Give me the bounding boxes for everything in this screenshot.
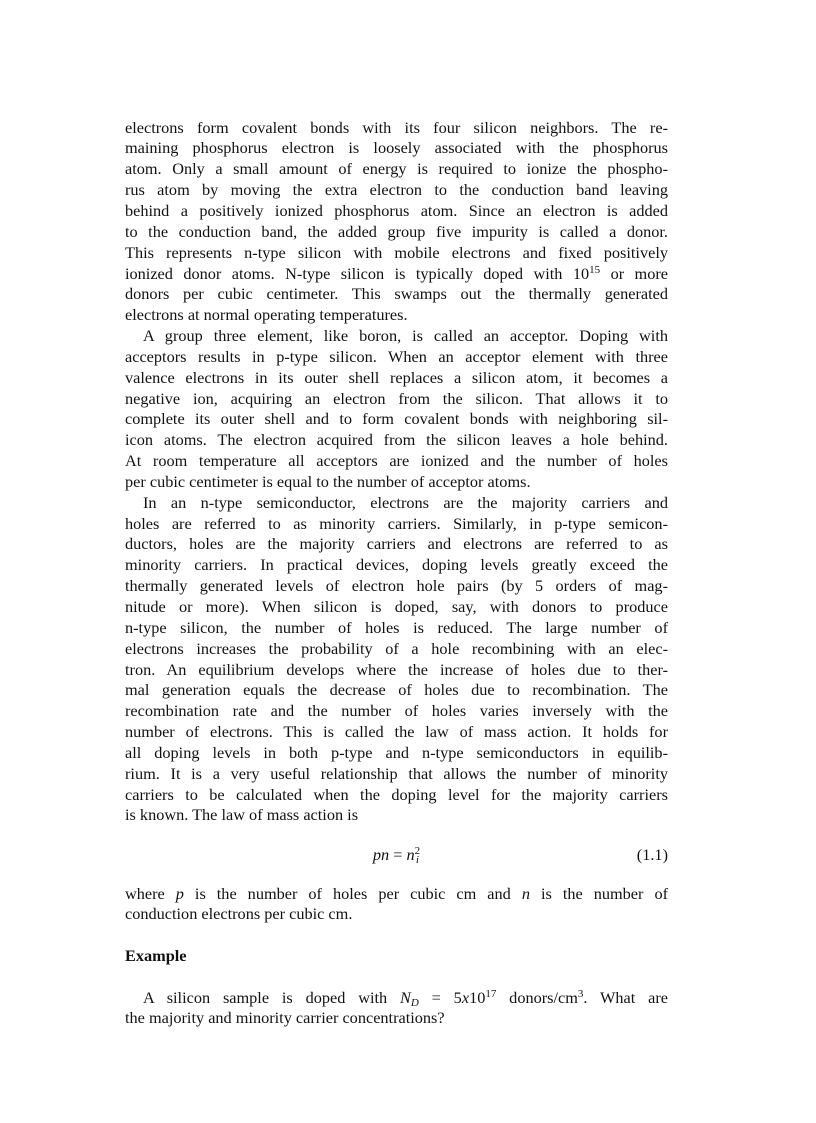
text-run: thermally generated levels of electron hole pairs (by 5 orders of mag-: [125, 576, 668, 596]
eq-sub: i: [415, 854, 419, 867]
text-line: [125, 138, 668, 159]
text-run: icon atoms. The electron acquired from the silicon leaves a hole behind.: [125, 430, 668, 450]
text-run: is the number of holes per cubic cm and: [183, 883, 522, 903]
equation-explanation: [125, 884, 668, 926]
text-run: tron. An equilibrium develops where the increase of holes due to ther-: [125, 659, 668, 679]
text-line: [125, 472, 668, 493]
text-run: number of electrons. This is called the law of mass action. It holds for: [125, 722, 668, 742]
text-line: [125, 201, 668, 222]
text-run: electrons at normal operating temperatures.: [125, 305, 408, 325]
example-text: [125, 988, 668, 1030]
text-run: nitude or more). When silicon is doped, say, with donors to produce: [125, 597, 668, 616]
equation-number: (1.1): [636, 845, 668, 864]
text-line: [125, 1008, 668, 1029]
text-line: [125, 389, 668, 410]
text-run: electrons increases the probability of a hole recombining with an elec-: [125, 638, 668, 658]
text-run: In an n-type semiconductor, electrons are the majority carriers and: [143, 492, 668, 512]
text-line: [125, 118, 668, 139]
text-line: [125, 493, 668, 514]
text-run: A silicon sample is doped with: [143, 987, 400, 1007]
section-heading-example: Example: [125, 946, 187, 965]
text-run: n: [521, 883, 530, 903]
text-run: 10: [469, 987, 486, 1007]
text-run: ductors, holes are the majority carriers and electrons are referred to as: [125, 534, 668, 554]
equation-math: [125, 845, 668, 865]
text-run: carriers to be calculated when the doping level for the majority carriers: [125, 784, 668, 804]
text-line: [125, 884, 668, 905]
text-line: [125, 618, 668, 639]
text-run: N: [400, 987, 411, 1007]
eq-sign: =: [389, 845, 407, 864]
text-line: [125, 680, 668, 701]
superscript: 17: [485, 987, 497, 1000]
text-run: behind a positively ionized phosphorus atom. Since an electron is added: [125, 200, 668, 220]
text-run: per cubic centimeter is equal to the number of acceptor atoms.: [125, 471, 531, 491]
text-run: mal generation equals the decrease of holes due to recombination. The: [125, 680, 668, 700]
text-run: is known. The law of mass action is: [125, 805, 359, 825]
text-line: [125, 534, 668, 555]
text-run: atom. Only a small amount of energy is required to ionize the phospho-: [125, 159, 668, 179]
text-line: [125, 159, 668, 180]
text-line: [125, 305, 668, 326]
text-line: [125, 222, 668, 243]
text-line: [125, 368, 668, 389]
text-line: [125, 805, 668, 826]
eq-lhs: pn: [372, 845, 390, 864]
text-line: [125, 284, 668, 305]
text-run: donors/cm: [496, 987, 578, 1007]
text-run: = 5: [418, 987, 462, 1007]
text-line: [125, 660, 668, 681]
text-run: minority carriers. In practical devices, doping levels greatly exceed the: [125, 555, 668, 575]
text-run: rium. It is a very useful relationship that allows the number of minority: [125, 763, 668, 783]
text-line: [125, 722, 668, 743]
text-run: valence electrons in its outer shell replaces a silicon atom, it becomes a: [125, 367, 668, 387]
text-run: ionized donor atoms. N-type silicon is typically doped with 10: [125, 263, 590, 283]
text-run: recombination rate and the number of holes varies inversely with the: [125, 701, 668, 721]
superscript: 15: [589, 263, 601, 276]
text-line: [125, 514, 668, 535]
text-run: donors per cubic centimeter. This swamps out the thermally generated: [125, 284, 668, 304]
text-line: [125, 555, 668, 576]
text-run: . What are: [583, 987, 668, 1007]
text-line: [125, 347, 668, 368]
text-run: complete its outer shell and to form covalent bonds with neighboring sil-: [125, 409, 668, 429]
text-line: [125, 597, 668, 618]
text-run: conduction electrons per cubic cm.: [125, 904, 353, 924]
text-run: A group three element, like boron, is called an acceptor. Doping with: [143, 326, 668, 346]
text-run: or more: [600, 263, 669, 283]
text-line: [125, 326, 668, 347]
text-run: At room temperature all acceptors are ionized and the number of holes: [125, 451, 668, 471]
text-line: [125, 451, 668, 472]
superscript: 3: [577, 987, 584, 1000]
text-run: negative ion, acquiring an electron from the silicon. That allows it to: [125, 388, 668, 408]
equation-1-1: [125, 845, 668, 866]
text-run: all doping levels in both p-type and n-type semiconductors in equilib-: [125, 742, 668, 762]
text-run: is the number of: [529, 883, 669, 903]
text-run: the majority and minority carrier concentrations?: [125, 1008, 445, 1028]
text-line: [125, 764, 668, 785]
text-run: n-type silicon, the number of holes is reduced. The large number of: [125, 617, 668, 637]
eq-base: n: [406, 845, 415, 864]
text-run: acceptors results in p-type silicon. When an acceptor element with three: [125, 346, 668, 366]
text-line: [125, 785, 668, 806]
text-line: [125, 243, 668, 264]
text-line: [125, 180, 668, 201]
text-line: [125, 988, 668, 1009]
text-run: This represents n-type silicon with mobile electrons and fixed positively: [125, 242, 668, 262]
text-line: [125, 743, 668, 764]
text-line: [125, 639, 668, 660]
text-line: [125, 576, 668, 597]
subscript: D: [410, 996, 419, 1009]
text-run: where: [125, 883, 176, 903]
text-line: [125, 264, 668, 285]
text-line: [125, 409, 668, 430]
text-run: to the conduction band, the added group five impurity is called a donor.: [125, 221, 668, 241]
text-line: [125, 701, 668, 722]
text-line: [125, 430, 668, 451]
text-run: holes are referred to as minority carriers. Similarly, in p-type semicon-: [125, 513, 668, 533]
text-line: [125, 904, 668, 925]
text-run: electrons form covalent bonds with its four silicon neighbors. The re-: [125, 117, 668, 137]
text-run: rus atom by moving the extra electron to the conduction band leaving: [125, 180, 668, 200]
text-run: maining phosphorus electron is loosely associated with the phosphorus: [125, 138, 668, 158]
text-run: x: [461, 987, 470, 1007]
body-text: [125, 118, 668, 827]
eq-sup: 2: [414, 845, 421, 858]
text-run: p: [175, 883, 184, 903]
